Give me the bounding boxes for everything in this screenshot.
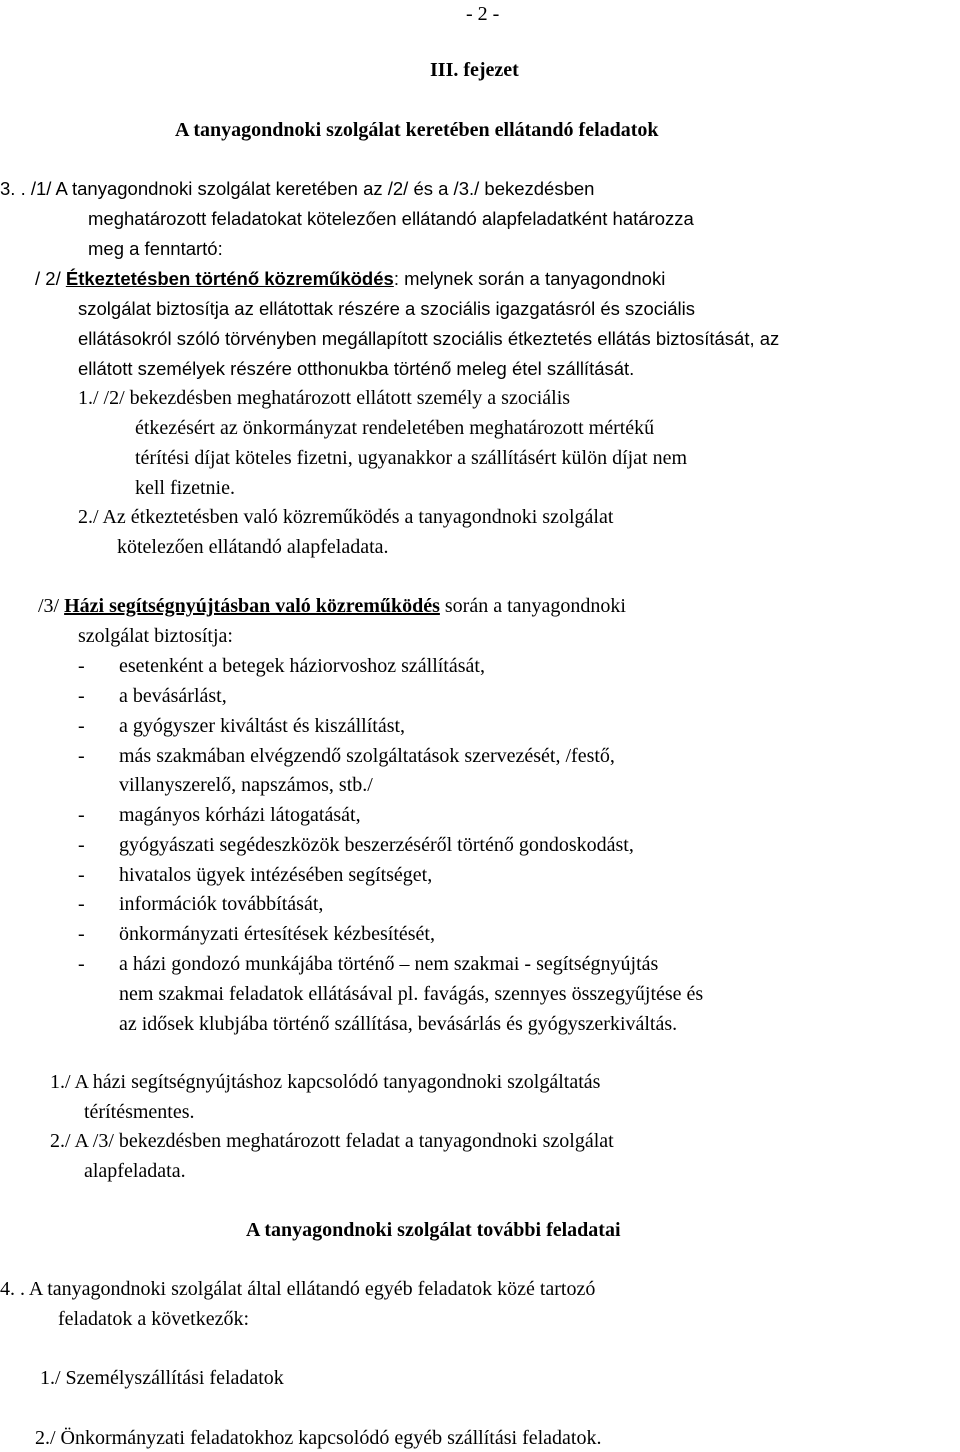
list-item: hivatalos ügyek intézésében segítséget, — [119, 864, 433, 886]
paragraph-2-rest: : melynek során a tanyagondnoki — [393, 268, 666, 289]
paragraph-2-line-3: ellátásokról szóló törvényben megállapított szociális étkeztetés ellátás biztosítását, az — [78, 328, 780, 349]
subitem-1-line-3: térítési díjat köteles fizetni, ugyanakkor a szállításért külön díjat nem — [135, 447, 688, 469]
paragraph-3-subitem-2-line-2: alapfeladata. — [84, 1160, 186, 1182]
list-item-continuation: nem szakmai feladatok ellátásával pl. favágás, szennyes összegyűjtése és — [119, 983, 704, 1005]
subitem-1-line-4: kell fizetnie. — [135, 477, 235, 499]
list-item: esetenként a betegek háziorvoshoz szállítását, — [119, 655, 485, 677]
list-item: a házi gondozó munkájába történő – nem szakmai - segítségnyújtás — [119, 953, 659, 975]
paragraph-2-prefix: / 2/ — [35, 268, 66, 289]
paragraph-3-title: Házi segítségnyújtásban való közreműködés — [64, 595, 440, 617]
list-dash: - — [78, 923, 85, 945]
list-dash: - — [78, 953, 85, 975]
list-item: más szakmában elvégzendő szolgáltatások szervezését, /festő, — [119, 745, 615, 767]
list-dash: - — [78, 745, 85, 767]
list-dash: - — [78, 655, 85, 677]
section-3-line-3: meg a fenntartó: — [88, 238, 223, 259]
chapter-heading: III. fejezet — [430, 59, 519, 81]
paragraph-2-line-2: szolgálat biztosítja az ellátottak részére a szociális igazgatásról és szociális — [78, 298, 695, 319]
section-4-item-1: 1./ Személyszállítási feladatok — [40, 1367, 284, 1389]
list-dash: - — [78, 834, 85, 856]
paragraph-3-subitem-1-line-1: 1./ A házi segítségnyújtáshoz kapcsolódó tanyagondnoki szolgáltatás — [50, 1071, 601, 1093]
list-item-continuation: villanyszerelő, napszámos, stb./ — [119, 774, 373, 796]
paragraph-3-rest: során a tanyagondnoki — [439, 595, 626, 617]
list-dash: - — [78, 893, 85, 915]
list-item: a gyógyszer kiváltást és kiszállítást, — [119, 715, 406, 737]
list-item: önkormányzati értesítések kézbesítését, — [119, 923, 435, 945]
subitem-2-line-2: kötelezően ellátandó alapfeladata. — [117, 536, 389, 558]
section-4-item-2: 2./ Önkormányzati feladatokhoz kapcsolódó egyéb szállítási feladatok. — [35, 1427, 602, 1449]
list-dash: - — [78, 685, 85, 707]
paragraph-2-line-4: ellátott személyek részére otthonukba történő meleg étel szállítását. — [78, 358, 635, 379]
section-4-line-1: 4. . A tanyagondnoki szolgálat által ellátandó egyéb feladatok közé tartozó — [0, 1278, 596, 1300]
list-item: gyógyászati segédeszközök beszerzéséről történő gondoskodást, — [119, 834, 634, 856]
section-4-line-2: feladatok a következők: — [58, 1308, 250, 1330]
section-3-line-2: meghatározott feladatokat kötelezően ellátandó alapfeladatként határozza — [88, 208, 694, 229]
paragraph-2-title: Étkeztetésben történő közreműködés — [65, 268, 394, 289]
paragraph-3-line-2: szolgálat biztosítja: — [78, 625, 233, 647]
section-3-line-1: 3. . /1/ A tanyagondnoki szolgálat keretében az /2/ és a /3./ bekezdésben — [0, 178, 595, 199]
list-dash: - — [78, 804, 85, 826]
page-number: - 2 - — [466, 3, 500, 25]
list-dash: - — [78, 864, 85, 886]
paragraph-3-line-1 — [38, 594, 626, 618]
list-item-continuation: az idősek klubjába történő szállítása, bevásárlás és gyógyszerkiváltás. — [119, 1013, 678, 1035]
paragraph-2-line-1 — [35, 267, 665, 291]
subitem-1-line-1: 1./ /2/ bekezdésben meghatározott ellátott személy a szociális — [78, 387, 571, 409]
section-heading: A tanyagondnoki szolgálat keretében ellátandó feladatok — [175, 119, 659, 141]
paragraph-3-prefix: /3/ — [38, 595, 65, 617]
paragraph-3-subitem-2-line-1: 2./ A /3/ bekezdésben meghatározott feladat a tanyagondnoki szolgálat — [50, 1130, 614, 1152]
further-tasks-heading: A tanyagondnoki szolgálat további feladatai — [246, 1219, 621, 1241]
list-dash: - — [78, 715, 85, 737]
paragraph-3-subitem-1-line-2: térítésmentes. — [84, 1101, 195, 1123]
list-item: magányos kórházi látogatását, — [119, 804, 361, 826]
list-item: információk továbbítását, — [119, 893, 324, 915]
subitem-2-line-1: 2./ Az étkeztetésben való közreműködés a tanyagondnoki szolgálat — [78, 506, 614, 528]
list-item: a bevásárlást, — [119, 685, 227, 707]
subitem-1-line-2: étkezésért az önkormányzat rendeletében meghatározott mértékű — [135, 417, 655, 439]
